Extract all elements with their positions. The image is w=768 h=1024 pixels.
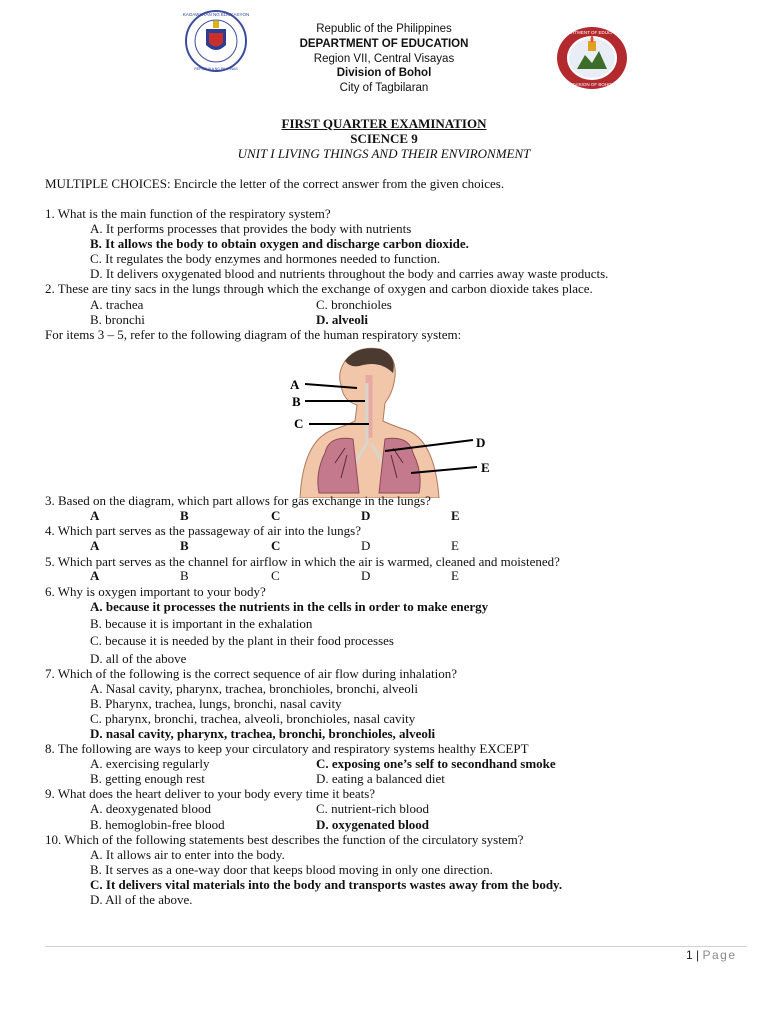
q3-option-b: B — [180, 508, 189, 523]
left-seal-text: KAGAWARAN NG EDUKASYON — [182, 12, 250, 17]
question-6: 6. Why is oxygen important to your body? — [45, 584, 266, 599]
q9-choice-d: D. oxygenated blood — [316, 817, 430, 832]
question-3: 3. Based on the diagram, which part allows for gas exchange in the lungs? — [45, 493, 431, 508]
diagram-label-c: C — [294, 416, 304, 431]
q7-choice-d: D. nasal cavity, pharynx, trachea, bronchi, bronchioles, alveoli — [90, 726, 436, 741]
q4-option-a: A — [90, 538, 100, 553]
q8-choice-a: A. exercising regularly — [90, 756, 210, 771]
q2-choice-a: A. trachea — [90, 297, 144, 312]
q2-choice-c: C. bronchioles — [316, 297, 392, 312]
q9-choice-c: C. nutrient-rich blood — [316, 801, 430, 816]
q5-option-c: C — [271, 568, 280, 583]
respiratory-diagram — [285, 343, 495, 498]
page-number — [686, 948, 737, 962]
diagram-label-a: A — [290, 377, 300, 392]
question-9: 9. What does the heart deliver to your body every time it beats? — [45, 786, 376, 801]
diagram-reference: For items 3 – 5, refer to the following diagram of the human respiratory system: — [45, 327, 462, 342]
question-5: 5. Which part serves as the channel for airflow in which the air is warmed, cleaned and moistened? — [45, 554, 560, 569]
q8-choice-b: B. getting enough rest — [90, 771, 205, 786]
header-line-4: Division of Bohol — [336, 67, 432, 79]
right-seal-text: DEPARTMENT OF EDUCATION — [559, 30, 625, 35]
header-line-1: Republic of the Philippines — [316, 23, 452, 35]
q3-option-a: A — [90, 508, 100, 523]
exam-title-block — [0, 116, 768, 161]
q8-choice-c: C. exposing one’s self to secondhand smoke — [316, 756, 556, 771]
exam-subject: SCIENCE 9 — [350, 131, 418, 146]
header-line-2: DEPARTMENT OF EDUCATION — [299, 38, 469, 50]
question-10: 10. Which of the following statements best describes the function of the circulatory system? — [45, 832, 524, 847]
question-4: 4. Which part serves as the passageway of air into the lungs? — [45, 523, 361, 538]
header-line-5: City of Tagbilaran — [339, 82, 429, 94]
page-label: Page — [702, 948, 737, 962]
q6-choice-d: D. all of the above — [90, 651, 187, 666]
q1-choice-c: C. It regulates the body enzymes and hormones needed to function. — [90, 251, 441, 266]
q6-choice-a: A. because it processes the nutrients in the cells in order to make energy — [90, 599, 489, 614]
q10-choice-a: A. It allows air to enter into the body. — [90, 847, 285, 862]
q4-option-e: E — [451, 538, 459, 553]
q9-choice-b: B. hemoglobin-free blood — [90, 817, 225, 832]
q10-choice-d: D. All of the above. — [90, 892, 193, 907]
page-number-value: 1 — [686, 948, 693, 962]
page-separator: | — [696, 948, 700, 962]
diagram-label-e: E — [481, 460, 490, 475]
q3-option-e: E — [451, 508, 460, 523]
instructions: MULTIPLE CHOICES: Encircle the letter of the correct answer from the given choices. — [45, 176, 505, 191]
q3-option-d: D — [361, 508, 371, 523]
q7-choice-b: B. Pharynx, trachea, lungs, bronchi, nasal cavity — [90, 696, 342, 711]
footer-divider — [45, 946, 747, 947]
q9-choice-a: A. deoxygenated blood — [90, 801, 211, 816]
q1-choice-b: B. It allows the body to obtain oxygen and discharge carbon dioxide. — [90, 236, 469, 251]
right-seal-bottom: DIVISION OF BOHOL — [569, 82, 615, 87]
q10-choice-b: B. It serves as a one-way door that keeps blood moving in only one direction. — [90, 862, 493, 877]
question-7: 7. Which of the following is the correct sequence of air flow during inhalation? — [45, 666, 458, 681]
division-seal-logo — [555, 25, 629, 91]
q8-choice-d: D. eating a balanced diet — [316, 771, 445, 786]
q4-option-d: D — [361, 538, 371, 553]
diagram-label-d: D — [476, 435, 486, 450]
q3-option-c: C — [271, 508, 281, 523]
q10-choice-c: C. It delivers vital materials into the body and transports wastes away from the body. — [90, 877, 563, 892]
q2-choice-d: D. alveoli — [316, 312, 368, 327]
q5-option-b: B — [180, 568, 189, 583]
header-line-3: Region VII, Central Visayas — [313, 53, 455, 65]
q6-choice-b: B. because it is important in the exhalation — [90, 616, 313, 631]
q1-choice-d: D. It delivers oxygenated blood and nutrients throughout the body and carries away waste products. — [90, 266, 609, 281]
question-8: 8. The following are ways to keep your circulatory and respiratory systems healthy EXCEPT — [45, 741, 529, 756]
question-1: 1. What is the main function of the respiratory system? — [45, 206, 331, 221]
q2-choice-b: B. bronchi — [90, 312, 145, 327]
q5-option-e: E — [451, 568, 459, 583]
diagram-label-b: B — [292, 394, 301, 409]
q4-option-c: C — [271, 538, 281, 553]
exam-title: FIRST QUARTER EXAMINATION — [281, 116, 487, 131]
q5-option-a: A — [90, 568, 100, 583]
exam-unit: UNIT I LIVING THINGS AND THEIR ENVIRONMENT — [237, 146, 531, 161]
left-seal-bottom: REPUBLIKA NG PILIPINAS — [194, 67, 238, 71]
q7-choice-c: C. pharynx, bronchi, trachea, alveoli, bronchioles, nasal cavity — [90, 711, 416, 726]
q4-option-b: B — [180, 538, 189, 553]
q5-option-d: D — [361, 568, 371, 583]
question-2: 2. These are tiny sacs in the lungs through which the exchange of oxygen and carbon dioxide takes place. — [45, 281, 593, 296]
q1-choice-a: A. It performs processes that provides the body with nutrients — [90, 221, 412, 236]
q7-choice-a: A. Nasal cavity, pharynx, trachea, bronchioles, bronchi, alveoli — [90, 681, 419, 696]
q6-choice-c: C. because it is needed by the plant in their food processes — [90, 633, 394, 648]
